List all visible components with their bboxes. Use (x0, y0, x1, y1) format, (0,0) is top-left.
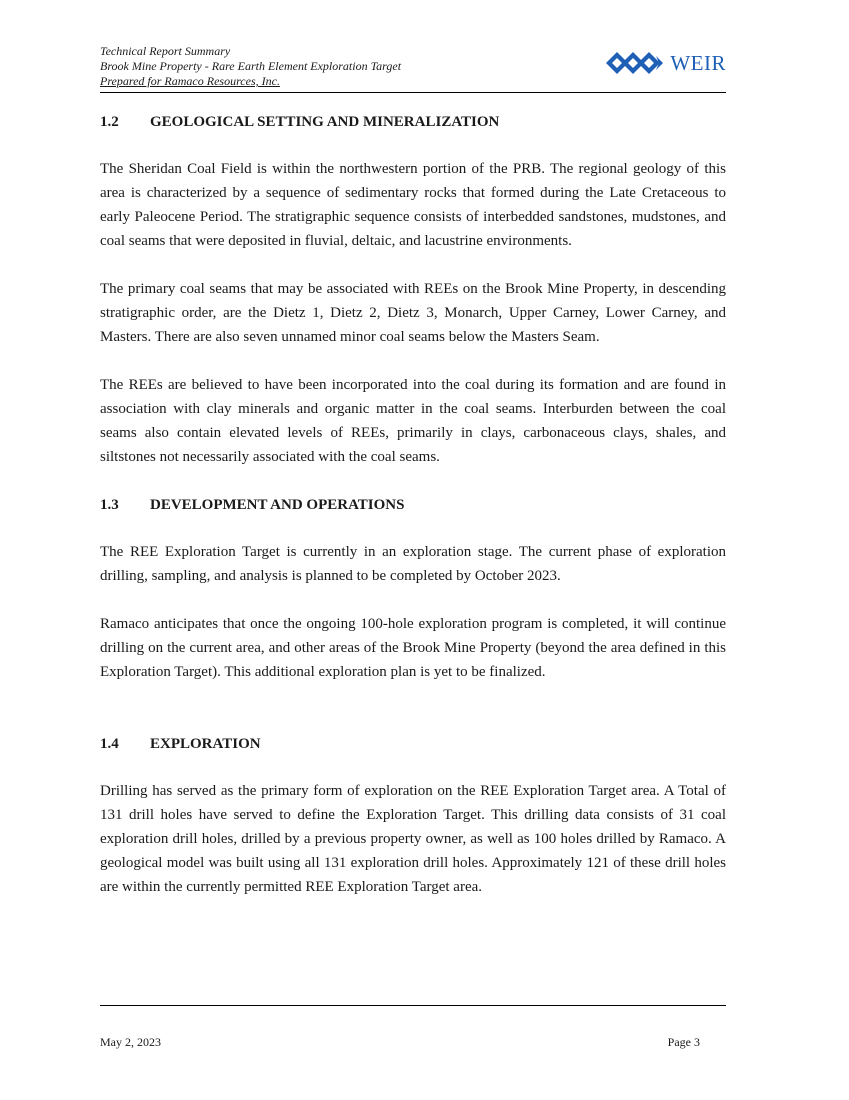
section-title: GEOLOGICAL SETTING AND MINERALIZATION (150, 114, 500, 130)
paragraph: The primary coal seams that may be associated with REEs on the Brook Mine Property, in descending stratigraphic order, are the Dietz 1, Dietz 2, Dietz 3, Monarch, Upper Carney, Lower Carney, and Masters. There are also seven unnamed minor coal seams below the Masters Seam. (100, 281, 726, 345)
paragraph: The REE Exploration Target is currently in an exploration stage. The current phase of exploration drilling, sampling, and analysis is planned to be completed by October 2023. (100, 544, 726, 584)
section-title: EXPLORATION (150, 736, 261, 752)
header-prepared-for: Prepared for Ramaco Resources, Inc. (100, 74, 280, 88)
weir-diamonds-icon (606, 52, 668, 74)
weir-logo-text: WEIR (670, 50, 726, 75)
section-heading-1-3 (100, 493, 726, 517)
paragraph: Ramaco anticipates that once the ongoing 100-hole exploration program is completed, it will continue drilling on the current area, and other areas of the Brook Mine Property (beyond the area defined in this Exploration Target). This additional exploration plan is yet to be finalized. (100, 616, 726, 680)
paragraph: The REEs are believed to have been incorporated into the coal during its formation and are found in association with clay minerals and organic matter in the coal seams. Interburden between the coal seams also contain elevated levels of REEs, primarily in clays, carbonaceous clays, shales, and siltstones not necessarily associated with the coal seams. (100, 377, 726, 465)
section-title: DEVELOPMENT AND OPERATIONS (150, 497, 405, 513)
section-number: 1.4 (100, 736, 119, 752)
header-report-title: Brook Mine Property - Rare Earth Element Exploration Target (100, 59, 402, 73)
footer-divider (100, 1005, 726, 1006)
section-heading-1-2 (100, 110, 726, 134)
weir-logo (606, 52, 726, 74)
section-heading-1-4 (100, 732, 726, 756)
page-footer (100, 1035, 700, 1050)
section-number: 1.3 (100, 497, 119, 513)
header-report-type: Technical Report Summary (100, 44, 231, 58)
header-text (100, 44, 401, 89)
paragraph: The Sheridan Coal Field is within the northwestern portion of the PRB. The regional geology of this area is characterized by a sequence of sedimentary rocks that formed during the Late Cretaceous to early Paleocene Period. The stratigraphic sequence consists of interbedded sandstones, mudstones, and coal seams that were deposited in fluvial, deltaic, and lacustrine environments. (100, 161, 726, 249)
page-header (100, 44, 726, 93)
paragraph: Drilling has served as the primary form of exploration on the REE Exploration Target area. A Total of 131 drill holes have served to define the Exploration Target. This drilling data consists of 31 coal exploration drill holes, drilled by a previous property owner, as well as 100 holes drilled by Ramaco. A geological model was built using all 131 exploration drill holes. Approximately 121 of these drill holes are within the currently permitted REE Exploration Target area. (100, 783, 726, 895)
footer-date: May 2, 2023 (100, 1035, 161, 1049)
page-body (100, 110, 726, 899)
section-number: 1.2 (100, 114, 119, 130)
footer-page-number: Page 3 (667, 1035, 700, 1049)
